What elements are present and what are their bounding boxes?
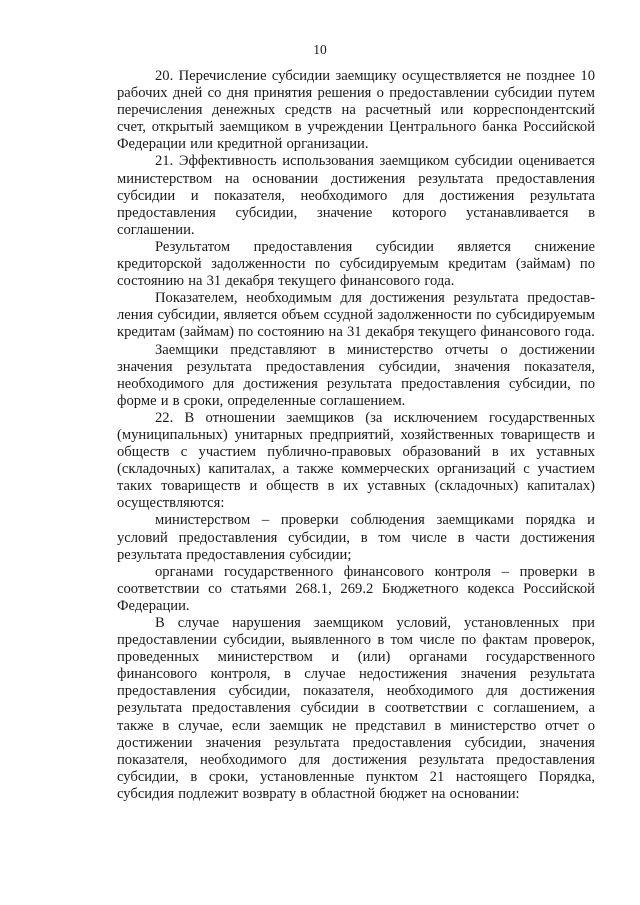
paragraph-21-efficiency: 21. Эффективность использования заемщиком субсидии оценивается министерством на основании достижения результата предоставления субсидии и показателя, необходимого для достижения результата предоставления субсидии, значение которого устанавливается в соглашении. [117, 153, 595, 238]
paragraph-indicator-definition: Показателем, необходимым для достижения результата предоставления субсидии, является объем ссудной задолженности по субсидируемым кредитам (займам) по состоянию на 31 декабря текущего финансового года. [117, 290, 595, 341]
paragraph-ministry-checks: министерством – проверки соблюдения заемщиками порядка и условий предоставления субсидии, в том числе в части достижения результата предоставления субсидии; [117, 512, 595, 563]
paragraph-violation-refund: В случае нарушения заемщиком условий, установленных при предоставлении субсидии, выявленного в том числе по фактам проверок, проведенных министерством и (или) органами государственного финансового контроля, в случае недостижения значения результата предоставления субсидии, показателя, необходимого для достижения результата предоставления субсидии в соответствии с соглашением, а также в случае, если заемщик не представил в министерство отчет о достижении значения результата предоставления субсидии, значения показателя, необходимого для достижения результата предоставления субсидии, в сроки, установленные пунктом 21 настоящего Порядка, субсидия подлежит возврату в областной бюджет на основании: [117, 615, 595, 802]
paragraph-reports: Заемщики представляют в министерство отчеты о достижении значения результата предоставления субсидии, значения показателя, необходимого для достижения результата предоставления субсидии, по форме и в сроки, определенные соглашением. [117, 341, 595, 409]
paragraph-22-inspections: 22. В отношении заемщиков (за исключением государственных (муниципальных) унитарных предприятий, хозяйственных товариществ и обществ с участием публично-правовых образований в их уставных (складочных) капиталах, а также коммерческих организаций с участием таких товариществ и обществ в их уставных (складочных) капиталах) осуществляются: [117, 409, 595, 512]
page-number: 10 [313, 42, 327, 57]
paragraph-20-subsidy-transfer: 20. Перечисление субсидии заемщику осуществляется не позднее 10 рабочих дней со дня принятия решения о предоставлении субсидии путем перечисления денежных средств на расчетный или корреспондентский счет, открытый заемщиком в учреждении Центрального банка Российской Федерации или кредитной организации. [117, 68, 595, 153]
paragraph-financial-control-checks: органами государственного финансового контроля – проверки в соответствии со статьями 268.1, 269.2 Бюджетного кодекса Российской Федерации. [117, 563, 595, 614]
paragraph-result-definition: Результатом предоставления субсидии является снижение кредиторской задолженности по субсидируемым кредитам (займам) по состоянию на 31 декабря текущего финансового года. [117, 238, 595, 290]
document-body [117, 68, 595, 803]
